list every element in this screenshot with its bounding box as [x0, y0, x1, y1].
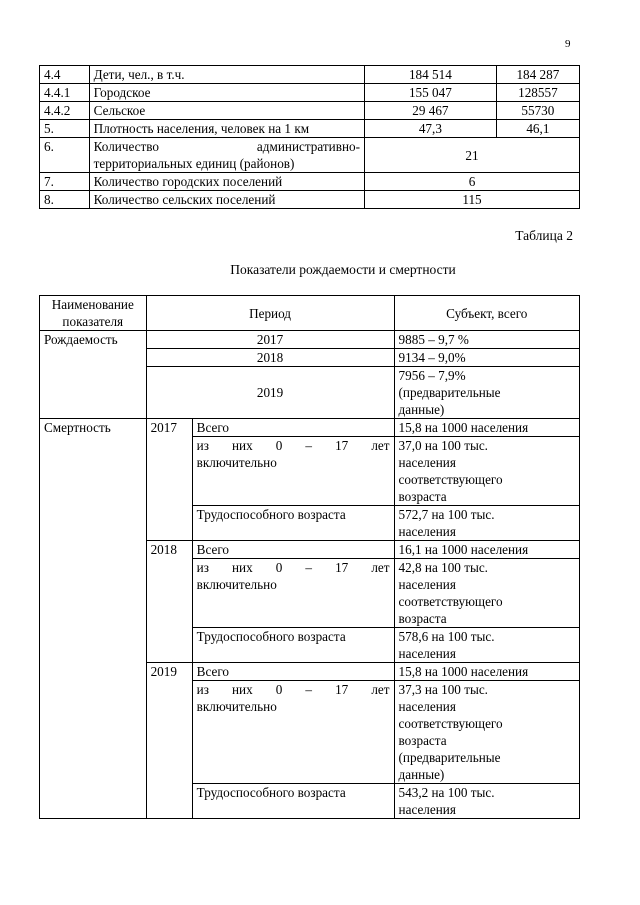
row-label: Дети, чел., в т.ч. — [89, 66, 364, 84]
table-row — [40, 102, 580, 120]
row-number: 4.4 — [40, 66, 90, 84]
row-number: 7. — [40, 173, 90, 191]
table-row — [40, 84, 580, 102]
table-row — [40, 331, 580, 349]
category-cell: Трудоспособного возраста — [192, 784, 394, 819]
table-row — [40, 66, 580, 84]
value-cell — [394, 628, 579, 663]
row-value: 6 — [365, 173, 580, 191]
table-caption: Таблица 2 — [515, 228, 573, 243]
value-line: 37,3 на 100 тыс. — [398, 682, 488, 697]
row-value: 155 047 — [365, 84, 497, 102]
deaths-label: Смертность — [40, 419, 147, 819]
statistics-table — [39, 65, 580, 209]
category-line: из них 0 – 17 лет — [196, 438, 390, 453]
value-cell — [394, 506, 579, 541]
value-line: соответствующего — [398, 472, 503, 487]
category-cell — [192, 437, 394, 506]
value-cell — [394, 559, 579, 628]
table-row — [40, 173, 580, 191]
row-value: 46,1 — [496, 120, 579, 138]
value-line: (предварительные — [398, 385, 501, 400]
row-label: Сельское — [89, 102, 364, 120]
category-line: из них 0 – 17 лет — [196, 682, 390, 697]
birth-death-table — [39, 295, 580, 819]
value-cell — [394, 784, 579, 819]
row-label: Плотность населения, человек на 1 км — [89, 120, 364, 138]
value-line: возраста — [398, 489, 447, 504]
value-line: 578,6 на 100 тыс. — [398, 629, 495, 644]
value-line: 572,7 на 100 тыс. — [398, 507, 495, 522]
row-value: 184 287 — [496, 66, 579, 84]
period-cell: 2018 — [146, 349, 394, 367]
value-line: 42,8 на 100 тыс. — [398, 560, 488, 575]
row-label-line: территориальных единиц (районов) — [93, 156, 295, 171]
period-cell: 2017 — [146, 331, 394, 349]
year-cell: 2018 — [146, 541, 192, 663]
value-cell: 16,1 на 1000 населения — [394, 541, 579, 559]
row-value: 184 514 — [365, 66, 497, 84]
row-number: 4.4.2 — [40, 102, 90, 120]
value-line: данные) — [398, 767, 445, 782]
value-cell: 15,8 на 1000 населения — [394, 419, 579, 437]
header-indicator — [40, 296, 147, 331]
row-label: Количество городских поселений — [89, 173, 364, 191]
value-line: населения — [398, 646, 456, 661]
value-line: соответствующего — [398, 716, 503, 731]
category-line: включительно — [196, 455, 277, 470]
period-cell: 2019 — [146, 367, 394, 419]
header-indicator-line: показателя — [62, 314, 124, 329]
table-title: Показатели рождаемости и смертности — [230, 262, 456, 277]
row-value: 55730 — [496, 102, 579, 120]
value-line: населения — [398, 699, 456, 714]
year-cell: 2017 — [146, 419, 192, 541]
value-line: населения — [398, 802, 456, 817]
row-value: 115 — [365, 191, 580, 209]
row-label-line: Количество административно- — [93, 139, 360, 154]
value-line: населения — [398, 455, 456, 470]
value-line: (предварительные — [398, 750, 501, 765]
value-cell — [394, 367, 579, 419]
page-number: 9 — [565, 38, 571, 50]
category-cell: Всего — [192, 541, 394, 559]
row-number: 5. — [40, 120, 90, 138]
row-label — [89, 138, 364, 173]
value-line: данные) — [398, 402, 445, 417]
value-cell: 9134 – 9,0% — [394, 349, 579, 367]
category-cell: Всего — [192, 419, 394, 437]
row-number: 6. — [40, 138, 90, 173]
category-line: из них 0 – 17 лет — [196, 560, 390, 575]
value-line: населения — [398, 524, 456, 539]
category-cell — [192, 559, 394, 628]
value-line: возраста — [398, 733, 447, 748]
category-line: включительно — [196, 577, 277, 592]
header-period: Период — [146, 296, 394, 331]
table-header-row — [40, 296, 580, 331]
category-line: включительно — [196, 699, 277, 714]
row-number: 8. — [40, 191, 90, 209]
table-row — [40, 138, 580, 173]
row-label: Количество сельских поселений — [89, 191, 364, 209]
category-cell: Всего — [192, 663, 394, 681]
table-row — [40, 120, 580, 138]
row-value: 29 467 — [365, 102, 497, 120]
table-row — [40, 419, 580, 437]
category-cell — [192, 681, 394, 784]
category-cell: Трудоспособного возраста — [192, 628, 394, 663]
row-value: 21 — [365, 138, 580, 173]
row-label: Городское — [89, 84, 364, 102]
value-line: 7956 – 7,9% — [398, 368, 466, 383]
value-cell — [394, 681, 579, 784]
value-line: возраста — [398, 611, 447, 626]
value-line: 543,2 на 100 тыс. — [398, 785, 495, 800]
value-line: соответствующего — [398, 594, 503, 609]
value-line: 37,0 на 100 тыс. — [398, 438, 488, 453]
value-cell: 15,8 на 1000 населения — [394, 663, 579, 681]
header-value: Субъект, всего — [394, 296, 579, 331]
row-value: 47,3 — [365, 120, 497, 138]
value-line: населения — [398, 577, 456, 592]
header-indicator-line: Наименование — [51, 297, 134, 312]
value-cell: 9885 – 9,7 % — [394, 331, 579, 349]
category-cell: Трудоспособного возраста — [192, 506, 394, 541]
row-number: 4.4.1 — [40, 84, 90, 102]
births-label: Рождаемость — [40, 331, 147, 419]
year-cell: 2019 — [146, 663, 192, 819]
value-cell — [394, 437, 579, 506]
row-value: 128557 — [496, 84, 579, 102]
table-row — [40, 191, 580, 209]
